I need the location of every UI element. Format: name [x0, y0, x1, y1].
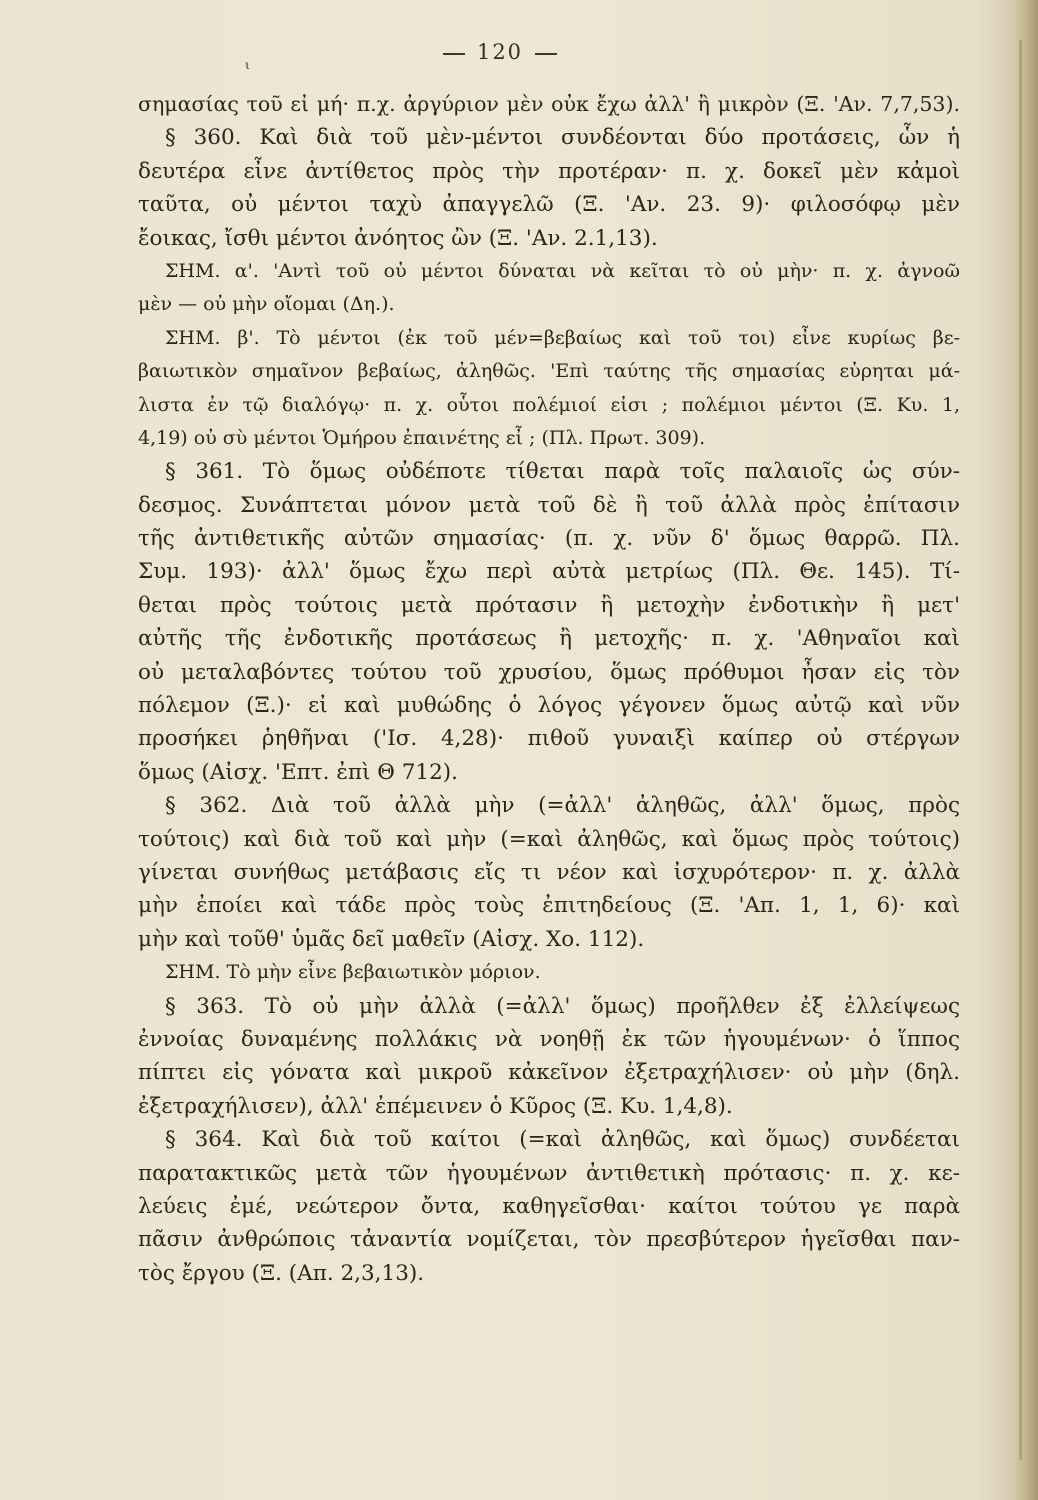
text-line: οὐ μεταλαβόντες τούτου τοῦ χρυσίου, ὅμως πρόθυμοι ἦσαν εἰς τὸν	[138, 659, 960, 685]
text-line: πίπτει εἰς γόνατα καὶ μικροῦ κἀκεῖνον ἐξετραχήλισεν· οὐ μὴν (δηλ.	[138, 1060, 960, 1086]
note-line: ΣΗΜ. α'. 'Αντὶ τοῦ οὐ μέντοι δύναται νὰ κεῖται τὸ οὐ μὴν· π. χ. ἀγνοῶ	[165, 259, 960, 282]
text-line: § 364. Καὶ διὰ τοῦ καίτοι (=καὶ ἀληθῶς, καὶ ὅμως) συνδέεται	[165, 1127, 960, 1153]
text-line: ἐξετραχήλισεν), ἀλλ' ἐπέμεινεν ὁ Κῦρος (Ξ. Κυ. 1,4,8).	[138, 1093, 733, 1119]
text-line: § 362. Διὰ τοῦ ἀλλὰ μὴν (=ἀλλ' ἀληθῶς, ἀλλ' ὅμως, πρὸς	[165, 793, 960, 819]
note-line: βαιωτικὸν σημαῖνον βεβαίως, ἀληθῶς. 'Επὶ ταύτης τῆς σημασίας εὑρηται μά-	[138, 360, 960, 383]
note-line: ΣΗΜ. Τὸ μὴν εἶνε βεβαιωτικὸν μόριον.	[165, 961, 541, 984]
text-line: δευτέρα εἶνε ἀντίθετος πρὸς τὴν προτέραν· π. χ. δοκεῖ μὲν κἀμοὶ	[138, 158, 960, 184]
text-line: δεσμος. Συνάπτεται μόνον μετὰ τοῦ δὲ ἢ τοῦ ἀλλὰ πρὸς ἐπίτασιν	[138, 492, 960, 518]
text-line: σημασίας τοῦ εἰ μή· π.χ. ἀργύριον μὲν οὐκ ἔχω ἀλλ' ἢ μικρὸν (Ξ. 'Αν. 7,7,53).	[138, 92, 960, 116]
page-edge-line	[1019, 40, 1022, 1460]
text-line: ἐννοίας δυναμένης πολλάκις νὰ νοηθῇ ἐκ τῶν ἡγουμένων· ὁ ἵππος	[138, 1026, 960, 1052]
text-line: Συμ. 193)· ἀλλ' ὅμως ἔχω περὶ αὐτὰ μετρίως (Πλ. Θε. 145). Τί-	[138, 559, 960, 585]
header-dash-left	[443, 53, 465, 55]
text-line: πᾶσιν ἀνθρώποις τἀναντία νομίζεται, τὸν πρεσβύτερον ἡγεῖσθαι παν-	[138, 1227, 960, 1253]
text-line: πόλεμον (Ξ.)· εἰ καὶ μυθώδης ὁ λόγος γέγονεν ὅμως αὐτῷ καὶ νῦν	[138, 693, 960, 719]
text-line: μὴν ἐποίει καὶ τάδε πρὸς τοὺς ἐπιτηδείους (Ξ. 'Απ. 1, 1, 6)· καὶ	[138, 893, 960, 919]
text-line: ὅμως (Αἰσχ. 'Επτ. ἐπὶ Θ 712).	[138, 759, 458, 785]
text-line: λεύεις ἐμέ, νεώτερον ὄντα, καθηγεῖσθαι· καίτοι τούτου γε παρὰ	[138, 1193, 960, 1219]
header-dash-right	[535, 53, 557, 55]
note-line: 4,19) οὐ σὺ μέντοι Ὁμήρου ἐπαινέτης εἶ ; (Πλ. Πρωτ. 309).	[138, 426, 706, 449]
text-line: § 360. Καὶ διὰ τοῦ μὲν-μέντοι συνδέονται δύο προτάσεις, ὧν ἡ	[165, 125, 960, 151]
page-number: 120	[476, 40, 524, 64]
text-line: γίνεται συνήθως μετάβασις εἴς τι νέον καὶ ἰσχυρότερον· π. χ. ἀλλὰ	[138, 859, 960, 885]
page-header	[0, 40, 1000, 72]
page-edge-shadow	[1012, 0, 1038, 1500]
text-line: § 361. Τὸ ὅμως οὐδέποτε τίθεται παρὰ τοῖς παλαιοῖς ὡς σύν-	[165, 459, 960, 485]
text-line: θεται πρὸς τούτοις μετὰ πρότασιν ἢ μετοχὴν ἐνδοτικὴν ἢ μετ'	[138, 592, 960, 618]
text-line: παρατακτικῶς μετὰ τῶν ἡγουμένων ἀντιθετικὴ πρότασις· π. χ. κε-	[138, 1160, 960, 1186]
text-line: αὐτῆς τῆς ἐνδοτικῆς προτάσεως ἢ μετοχῆς· π. χ. 'Αθηναῖοι καὶ	[138, 626, 960, 652]
text-line: μὴν καὶ τοῦθ' ὑμᾶς δεῖ μαθεῖν (Αἰσχ. Χο. 112).	[138, 926, 645, 952]
note-line: μὲν — οὐ μὴν οἴομαι (Δη.).	[138, 293, 395, 316]
body-text	[138, 88, 960, 1290]
text-line: ἔοικας, ἴσθι μέντοι ἀνόητος ὢν (Ξ. 'Αν. 2.1,13).	[138, 225, 658, 251]
text-line: τὸς ἔργου (Ξ. (Απ. 2,3,13).	[138, 1260, 425, 1286]
text-line: τούτοις) καὶ διὰ τοῦ καὶ μὴν (=καὶ ἀληθῶς, καὶ ὅμως πρὸς τούτοις)	[138, 826, 960, 852]
text-line: προσήκει ῥηθῆναι ('Ισ. 4,28)· πιθοῦ γυναιξὶ καίπερ οὐ στέργων	[138, 726, 960, 752]
note-line: λιστα ἐν τῷ διαλόγῳ· π. χ. οὗτοι πολέμιοί εἰσι ; πολέμιοι μέντοι (Ξ. Κυ. 1,	[138, 393, 960, 416]
note-line: ΣΗΜ. β'. Τὸ μέντοι (ἐκ τοῦ μέν=βεβαίως καὶ τοῦ τοι) εἶνε κυρίως βε-	[165, 326, 960, 349]
stray-mark: ι	[245, 58, 252, 72]
text-line: τῆς ἀντιθετικῆς αὐτῶν σημασίας· (π. χ. νῦν δ' ὅμως θαρρῶ. Πλ.	[138, 526, 960, 552]
text-line: ταῦτα, οὐ μέντοι ταχὺ ἀπαγγελῶ (Ξ. 'Αν. 23. 9)· φιλοσόφῳ μὲν	[138, 192, 960, 218]
text-line: § 363. Τὸ οὐ μὴν ἀλλὰ (=ἀλλ' ὅμως) προῆλθεν ἐξ ἐλλείψεως	[165, 993, 960, 1019]
